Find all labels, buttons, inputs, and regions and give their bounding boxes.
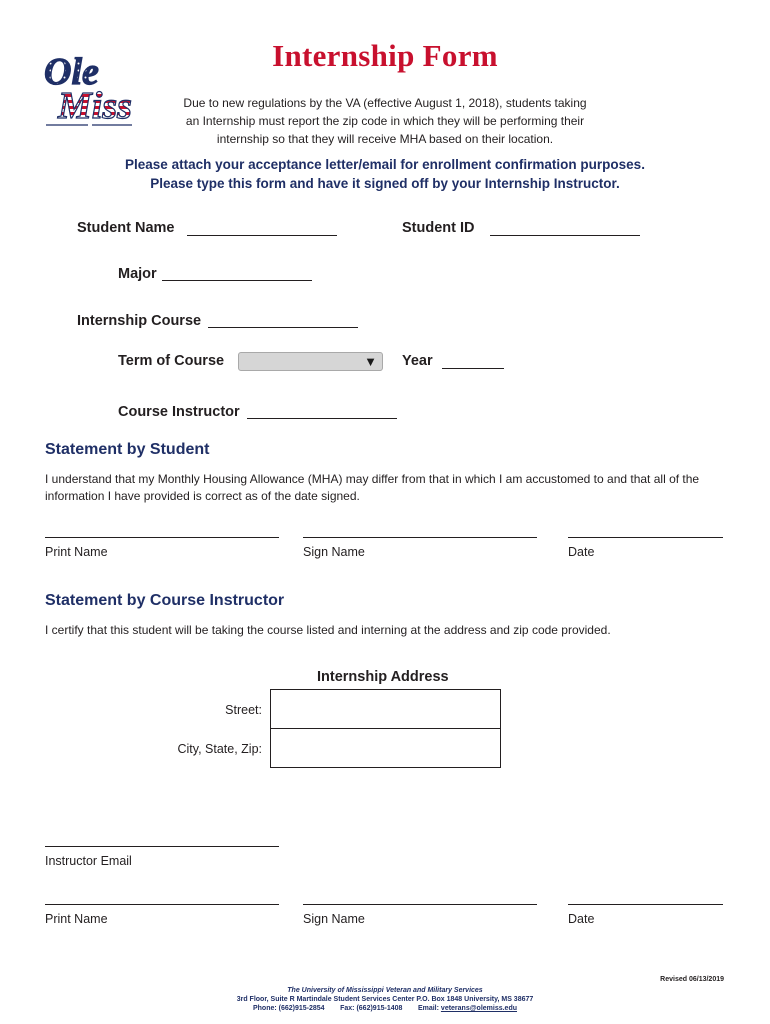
street-input[interactable] — [270, 689, 501, 729]
form-title: Internship Form — [272, 38, 498, 73]
city-state-zip-input[interactable] — [270, 728, 501, 768]
intro-line: internship so that they will receive MHA based on their location. — [216, 132, 554, 146]
footer — [0, 986, 770, 1013]
major-label: Major — [118, 266, 157, 282]
student-statement-text: I understand that my Monthly Housing Allowance (MHA) may differ from that in which I am accustomed to and that all of the information I have provided is correct as of the date signed. — [45, 472, 700, 503]
instructor-email-line[interactable] — [45, 846, 279, 847]
footer-address: 3rd Floor, Suite R Martindale Student Services Center P.O. Box 1848 University, MS 38677 — [236, 996, 534, 1003]
internship-course-field[interactable] — [208, 327, 358, 328]
year-field[interactable] — [442, 368, 504, 369]
footer-email-link[interactable]: veterans@olemiss.edu — [440, 1005, 518, 1012]
instructor-print-name-line[interactable] — [45, 904, 279, 905]
term-of-course-label: Term of Course — [118, 353, 225, 369]
instructor-statement-heading: Statement by Course Instructor — [45, 592, 285, 609]
dropdown-arrow-icon: ▼ — [364, 354, 377, 369]
student-print-name-label: Print Name — [45, 545, 108, 559]
year-label: Year — [402, 353, 433, 369]
footer-contact — [0, 1004, 770, 1013]
student-name-label: Student Name — [77, 220, 175, 236]
street-label: Street: — [225, 703, 262, 717]
instructor-email-label: Instructor Email — [45, 854, 132, 868]
instructor-sign-name-label: Sign Name — [303, 912, 365, 926]
city-state-zip-label: City, State, Zip: — [177, 742, 262, 756]
student-print-name-line[interactable] — [45, 537, 279, 538]
internship-course-label: Internship Course — [77, 313, 202, 329]
instructor-statement-text: I certify that this student will be taking the course listed and interning at the address and zip code provided. — [45, 623, 611, 637]
logo-miss-text: Miss — [58, 85, 132, 127]
instructor-print-name-label: Print Name — [45, 912, 108, 926]
notice-line: Please type this form and have it signed off by your Internship Instructor. — [150, 176, 620, 191]
student-name-field[interactable] — [187, 235, 337, 236]
student-id-label: Student ID — [402, 220, 475, 236]
student-statement-heading: Statement by Student — [45, 441, 210, 458]
attachment-notice — [0, 155, 770, 193]
student-id-field[interactable] — [490, 235, 640, 236]
footer-fax: Fax: (662)915-1408 — [340, 1005, 403, 1012]
student-sign-name-label: Sign Name — [303, 545, 365, 559]
student-date-label: Date — [568, 545, 595, 559]
student-date-line[interactable] — [568, 537, 723, 538]
footer-org: The University of Mississippi Veteran and Military Services — [287, 987, 483, 994]
course-instructor-field[interactable] — [247, 418, 397, 419]
intro-text — [150, 94, 620, 148]
logo-ole-text: Ole — [44, 51, 99, 93]
instructor-date-label: Date — [568, 912, 595, 926]
term-of-course-select[interactable] — [238, 352, 383, 371]
major-field[interactable] — [162, 280, 312, 281]
student-sign-name-line[interactable] — [303, 537, 537, 538]
footer-phone: Phone: (662)915-2854 — [252, 1005, 325, 1012]
intro-line: an Internship must report the zip code in which they will be performing their — [185, 114, 585, 128]
revised-date: Revised 06/13/2019 — [660, 976, 724, 983]
footer-email-label: Email: — [417, 1005, 439, 1012]
instructor-sign-name-line[interactable] — [303, 904, 537, 905]
intro-line: Due to new regulations by the VA (effective August 1, 2018), students taking — [183, 96, 587, 110]
course-instructor-label: Course Instructor — [118, 404, 240, 420]
notice-line: Please attach your acceptance letter/email for enrollment confirmation purposes. — [125, 157, 645, 172]
internship-address-title: Internship Address — [317, 669, 449, 685]
instructor-date-line[interactable] — [568, 904, 723, 905]
